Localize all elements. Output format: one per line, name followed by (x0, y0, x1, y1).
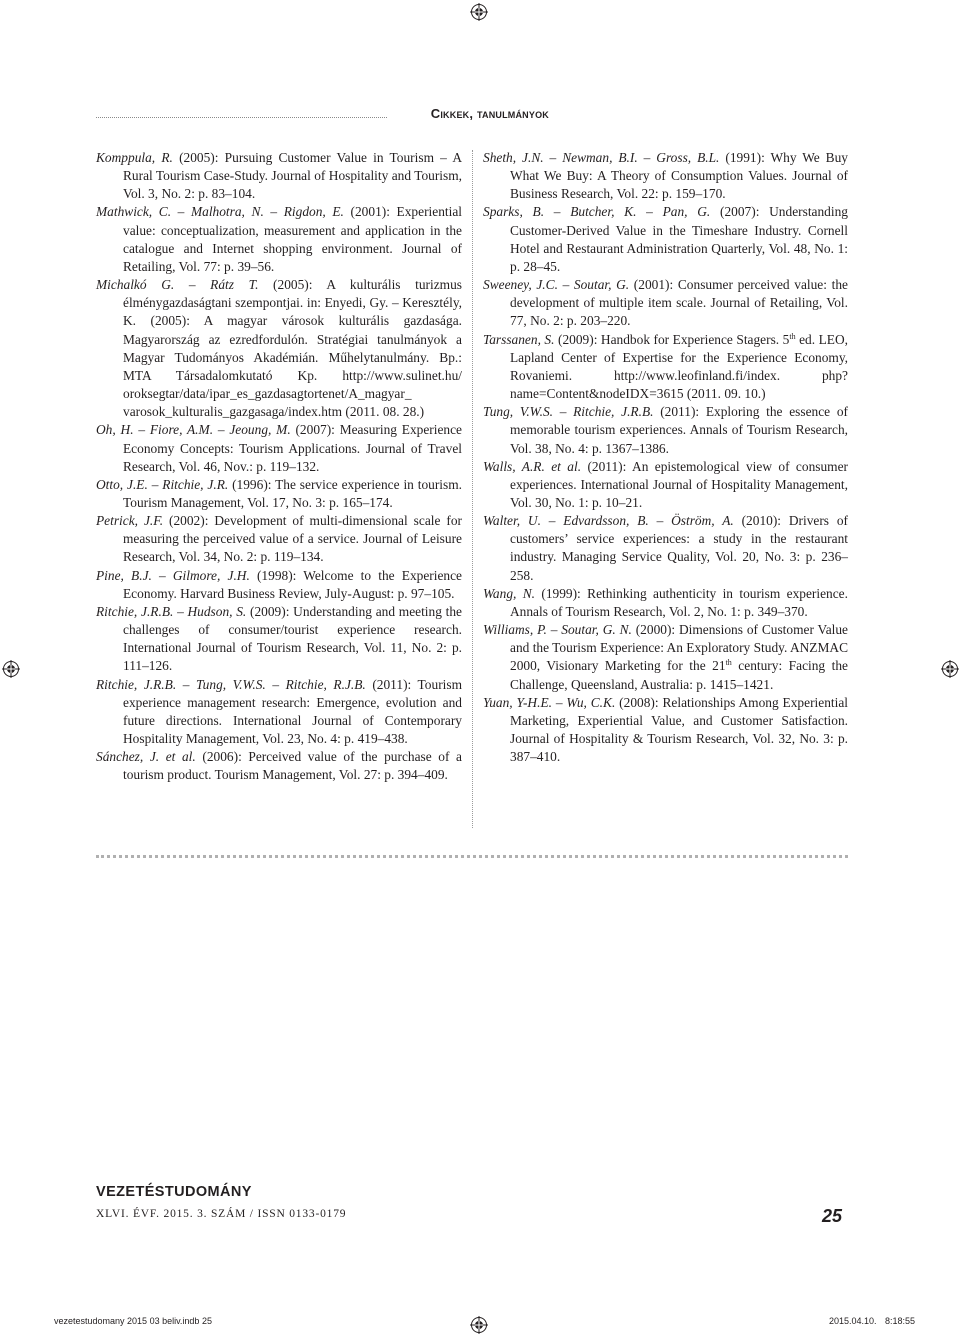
reference-entry (483, 621, 848, 694)
reference-authors: Petrick, J.F. (96, 513, 164, 529)
reference-authors: Walter, U. – Edvardsson, B. – Öström, A. (483, 513, 734, 529)
reference-entry (483, 331, 848, 404)
reference-entry (96, 149, 462, 203)
reference-text: (1999): Rethinking authenticity in tourism experience. Annals of Tourism Research, Vol. 2, No. 1: p. 349–370. (510, 585, 848, 619)
reference-authors: Tarssanen, S. (483, 331, 555, 347)
reference-authors: Michalkó G. – Rátz T. (96, 277, 259, 293)
reference-text: (1998): Welcome to the Experience Economy. Harvard Business Review, July-August: p. 97–105. (123, 567, 462, 601)
reference-text: (2008): Relationships Among Experiential Marketing, Experiential Value, and Customer Satisfaction. Journal of Hospitality & Tourism Research, Vol. 32, No. 3: p. 387–410. (510, 694, 848, 765)
registration-mark-icon (470, 3, 488, 21)
slug-filename: vezetestudomany 2015 03 beliv.indb (54, 1316, 200, 1326)
reference-authors: Ritchie, J.R.B. – Tung, V.W.S. – Ritchie, R.J.B. (96, 676, 366, 692)
reference-authors: Mathwick, C. – Malhotra, N. – Rigdon, E. (96, 204, 344, 220)
header-dotted-rule (96, 117, 387, 118)
reference-entry (96, 476, 462, 512)
reference-text: (2011): An epistemological view of consumer experiences. International Journal of Hospitality Management, Vol. 30, No. 1: p. 10–21. (510, 458, 848, 510)
reference-text: (2011): Exploring the essence of memorable tourism experiences. Annals of Tourism Research, Vol. 38, No. 4: p. 1367–1386. (510, 404, 848, 456)
reference-entry (483, 203, 848, 276)
reference-authors: Sánchez, J. et al. (96, 749, 196, 765)
reference-text: (2011): Tourism experience management research: Emergence, evolution and future directions. International Journal of Contemporary Hospitality Management, Vol. 23, No. 4: p. 419–438. (123, 676, 462, 746)
reference-text: (2001): Experiential value: conceptualization, measurement and application in the catalogue and Internet shopping environment. Journal of Retailing, Vol. 77: p. 39–56. (123, 204, 462, 274)
reference-entry (96, 276, 462, 421)
reference-entry (96, 748, 462, 784)
section-header (0, 104, 549, 124)
registration-mark-icon (470, 1316, 488, 1334)
reference-entry (483, 694, 848, 767)
reference-text: (1991): Why We Buy What We Buy: A Theory of Consumption Values. Journal of Business Research, Vol. 22: p. 159–170. (510, 150, 849, 202)
reference-entry (96, 512, 462, 566)
reference-entry (483, 276, 848, 330)
reference-superscript: th (725, 658, 732, 668)
reference-entry (96, 603, 462, 676)
reference-entry (96, 676, 462, 749)
reference-authors: Walls, A.R. et al. (483, 458, 582, 474)
column-divider (472, 150, 473, 828)
reference-authors: Otto, J.E. – Ritchie, J.R. (96, 476, 229, 492)
reference-authors: Sheth, J.N. – Newman, B.I. – Gross, B.L. (483, 150, 720, 165)
reference-entry (96, 421, 462, 475)
reference-text: (2005): Pursuing Customer Value in Tourism – A Rural Tourism Case-Study. Journal of Hospitality and Tourism, Vol. 3, No. 2: p. 83–104. (123, 150, 462, 202)
reference-entry (483, 149, 848, 203)
reference-text: (2001): Consumer perceived value: the development of multiple item scale. Journal of Retailing, Vol. 77, No. 2: p. 203–220. (510, 277, 848, 329)
reference-text: (2005): A kulturális turizmus élménygazdaságtani szempontjai. in: Enyedi, Gy. – Keresztély, K. (2005): A magyar városok kulturális gazdasága. Magyarország az ezredfordulón. Stratégiai tanulmányok a Magyar Tudományos Akadémián. Műhelytanulmány. Bp.: MTA Társadalomkutató Kp. http://www.sulinet.hu/ oroksegtar/data/ipar_es_gazdasagtortenet/A_magyar_ varosok_kulturalis_gazgasaga/index.htm (2011. 08. 28.) (123, 277, 462, 420)
slug-time: 8:18:55 (885, 1316, 916, 1326)
reference-authors: Williams, P. – Soutar, G. N. (483, 622, 632, 638)
reference-entry (483, 403, 848, 457)
reference-authors: Tung, V.W.S. – Ritchie, J.R.B. (483, 404, 654, 420)
reference-text: (2000): Dimensions of Customer Value and the Tourism Experience: An Exploratory Study. ANZMAC 2000, Visionary Marketing for the 21 (510, 622, 848, 674)
reference-entry (483, 585, 848, 621)
reference-text: (1996): The service experience in tourism. Tourism Management, Vol. 17, No. 3: p. 165–174. (123, 476, 462, 510)
reference-authors: Sparks, B. – Butcher, K. – Pan, G. (483, 204, 711, 220)
registration-mark-icon (2, 660, 20, 678)
page-number: 25 (822, 1206, 843, 1226)
section-title: Cikkek, tanulmányok (430, 106, 549, 121)
reference-authors: Sweeney, J.C. – Soutar, G. (483, 277, 630, 293)
references-right-column (483, 149, 848, 766)
footer-dotted-rule (96, 855, 848, 858)
reference-entry (483, 458, 848, 512)
reference-text: ed. LEO, Lapland Center of Expertise for the Experience Economy, Rovaniemi. http://www.leofinland.fi/index. php?name=Content&nodeIDX=3615 (2011. 09. 10.) (510, 331, 848, 402)
reference-authors: Pine, B.J. – Gilmore, J.H. (96, 567, 250, 583)
reference-entry (96, 567, 462, 603)
reference-authors: Yuan, Y-H.E. – Wu, C.K. (483, 694, 616, 710)
reference-text: (2007): Measuring Experience Economy Concepts: Tourism Applications. Journal of Travel Research, Vol. 46, Nov.: p. 119–132. (123, 422, 462, 474)
reference-text: (2010): Drivers of customers’ service experiences: a study in the restaurant industry. Managing Service Quality, Vol. 20, No. 3: p. 236–258. (510, 513, 849, 583)
reference-text: (2007): Understanding Customer-Derived Value in the Timeshare Industry. Cornell Hotel and Restaurant Administration Quarterly, Vol. 48, No. 1: p. 28–45. (510, 204, 848, 274)
reference-authors: Wang, N. (483, 585, 535, 601)
reference-text: (2002): Development of multi-dimensional scale for measuring the perceived value of a service. Journal of Leisure Research, Vol. 34, No. 2: p. 119–134. (123, 513, 462, 565)
references-left-column (96, 149, 462, 784)
reference-text: (2006): Perceived value of the purchase of a tourism product. Tourism Management, Vol. 27: p. 394–409. (123, 749, 462, 783)
reference-authors: Komppula, R. (96, 150, 173, 165)
reference-text: (2009): Handbok for Experience Stagers. 5 (554, 331, 790, 347)
journal-issue-line: XLVI. ÉVF. 2015. 3. SZÁM / ISSN 0133-0179 (96, 1208, 347, 1220)
reference-text: (2009): Understanding and meeting the challenges of consumer/tourist experience research. International Journal of Tourism Research, Vol. 11, No. 2: p. 111–126. (123, 603, 462, 674)
reference-authors: Oh, H. – Fiore, A.M. – Jeoung, M. (96, 422, 291, 438)
slug-date: 2015.04.10. (829, 1316, 877, 1326)
registration-mark-icon (941, 660, 959, 678)
reference-superscript: th (789, 331, 796, 341)
reference-authors: Ritchie, J.R.B. – Hudson, S. (96, 603, 247, 619)
reference-text: century: Facing the Challenge, Queensland, Australia: p. 1415–1421. (510, 658, 848, 692)
reference-entry (483, 512, 848, 585)
reference-entry (96, 203, 462, 276)
journal-title: VEZETÉSTUDOMÁNY (96, 1184, 252, 1200)
slug-page: 25 (202, 1316, 213, 1326)
